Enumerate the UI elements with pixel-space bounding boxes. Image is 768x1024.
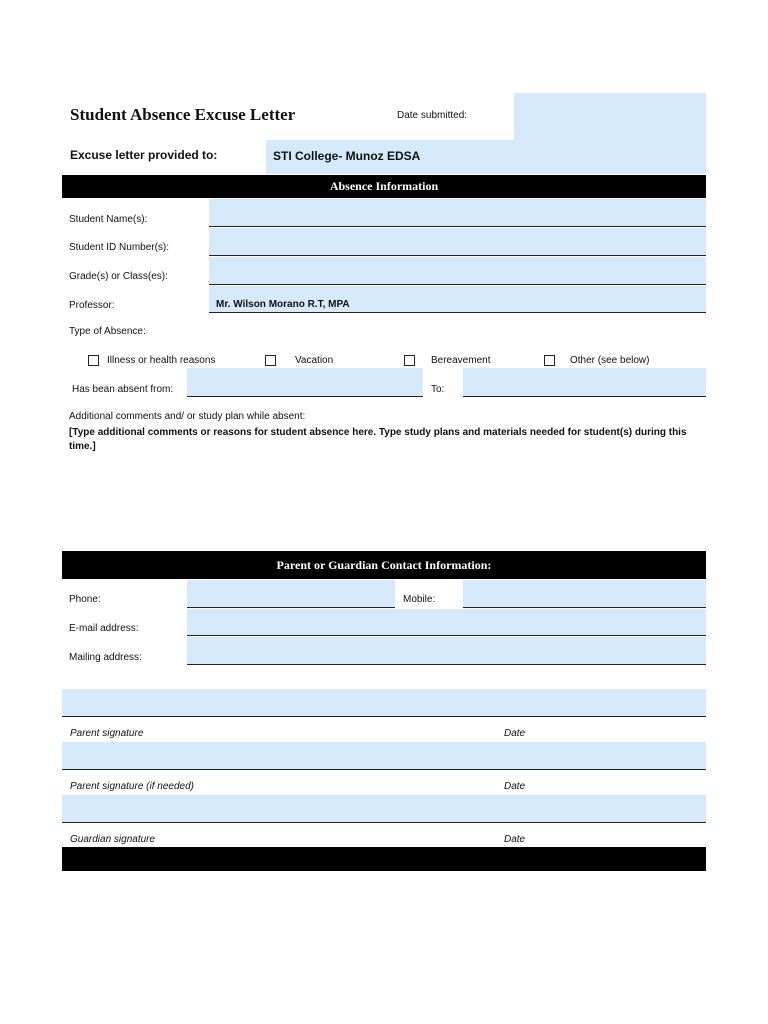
bereavement-checkbox[interactable] bbox=[404, 355, 415, 366]
phone-label: Phone: bbox=[69, 594, 101, 605]
parent-signature-field[interactable] bbox=[62, 689, 706, 717]
email-field[interactable] bbox=[187, 609, 706, 636]
illness-checkbox[interactable] bbox=[88, 355, 99, 366]
vacation-checkbox[interactable] bbox=[265, 355, 276, 366]
grade-label: Grade(s) or Class(es): bbox=[69, 271, 168, 282]
student-id-label: Student ID Number(s): bbox=[69, 242, 170, 253]
mobile-label: Mobile: bbox=[403, 594, 436, 605]
phone-field[interactable] bbox=[187, 580, 395, 608]
footer-bar bbox=[62, 847, 706, 871]
absent-to-field[interactable] bbox=[463, 368, 706, 397]
mailing-address-label: Mailing address: bbox=[69, 652, 142, 663]
parent-signature-2-date-label: Date bbox=[504, 781, 526, 792]
absent-from-label: Has bean absent from: bbox=[72, 384, 174, 395]
guardian-signature-label: Guardian signature bbox=[70, 834, 156, 845]
student-id-field[interactable] bbox=[209, 228, 706, 256]
date-submitted-label: Date submitted: bbox=[397, 110, 468, 121]
parent-signature-label: Parent signature bbox=[70, 728, 144, 739]
contact-section-header bbox=[62, 551, 706, 579]
professor-label: Professor: bbox=[69, 300, 115, 311]
other-option-label: Other (see below) bbox=[570, 355, 650, 366]
date-submitted-field[interactable] bbox=[514, 93, 706, 140]
provided-to-label: Excuse letter provided to: bbox=[70, 148, 218, 162]
parent-signature-2-field[interactable] bbox=[62, 742, 706, 770]
guardian-signature-field[interactable] bbox=[62, 795, 706, 823]
vacation-option-label: Vacation bbox=[295, 355, 334, 366]
other-checkbox[interactable] bbox=[544, 355, 555, 366]
comments-text[interactable]: [Type additional comments or reasons for student absence here. Type study plans and materials needed for student(s) during this time.] bbox=[69, 427, 687, 452]
student-name-field[interactable] bbox=[209, 199, 706, 227]
absence-section-title: Absence Information bbox=[329, 179, 439, 193]
mailing-address-field[interactable] bbox=[187, 637, 706, 665]
absent-to-label: To: bbox=[431, 384, 445, 395]
absence-section-header bbox=[62, 175, 706, 198]
contact-section-title: Parent or Guardian Contact Information: bbox=[276, 558, 492, 572]
professor-value: Mr. Wilson Morano R.T, MPA bbox=[216, 299, 350, 310]
absence-type-label: Type of Absence: bbox=[69, 326, 146, 337]
parent-signature-date-label: Date bbox=[504, 728, 526, 739]
email-label: E-mail address: bbox=[69, 623, 139, 634]
comments-label: Additional comments and/ or study plan while absent: bbox=[69, 411, 306, 422]
student-name-label: Student Name(s): bbox=[69, 214, 148, 225]
grade-field[interactable] bbox=[209, 257, 706, 285]
absent-from-field[interactable] bbox=[187, 368, 423, 397]
mobile-field[interactable] bbox=[463, 580, 706, 608]
page-title: Student Absence Excuse Letter bbox=[70, 105, 296, 124]
parent-signature-2-label: Parent signature (if needed) bbox=[70, 781, 194, 792]
illness-option-label: Illness or health reasons bbox=[107, 355, 216, 366]
bereavement-option-label: Bereavement bbox=[431, 355, 491, 366]
provided-to-value: STI College- Munoz EDSA bbox=[273, 149, 421, 163]
guardian-signature-date-label: Date bbox=[504, 834, 526, 845]
